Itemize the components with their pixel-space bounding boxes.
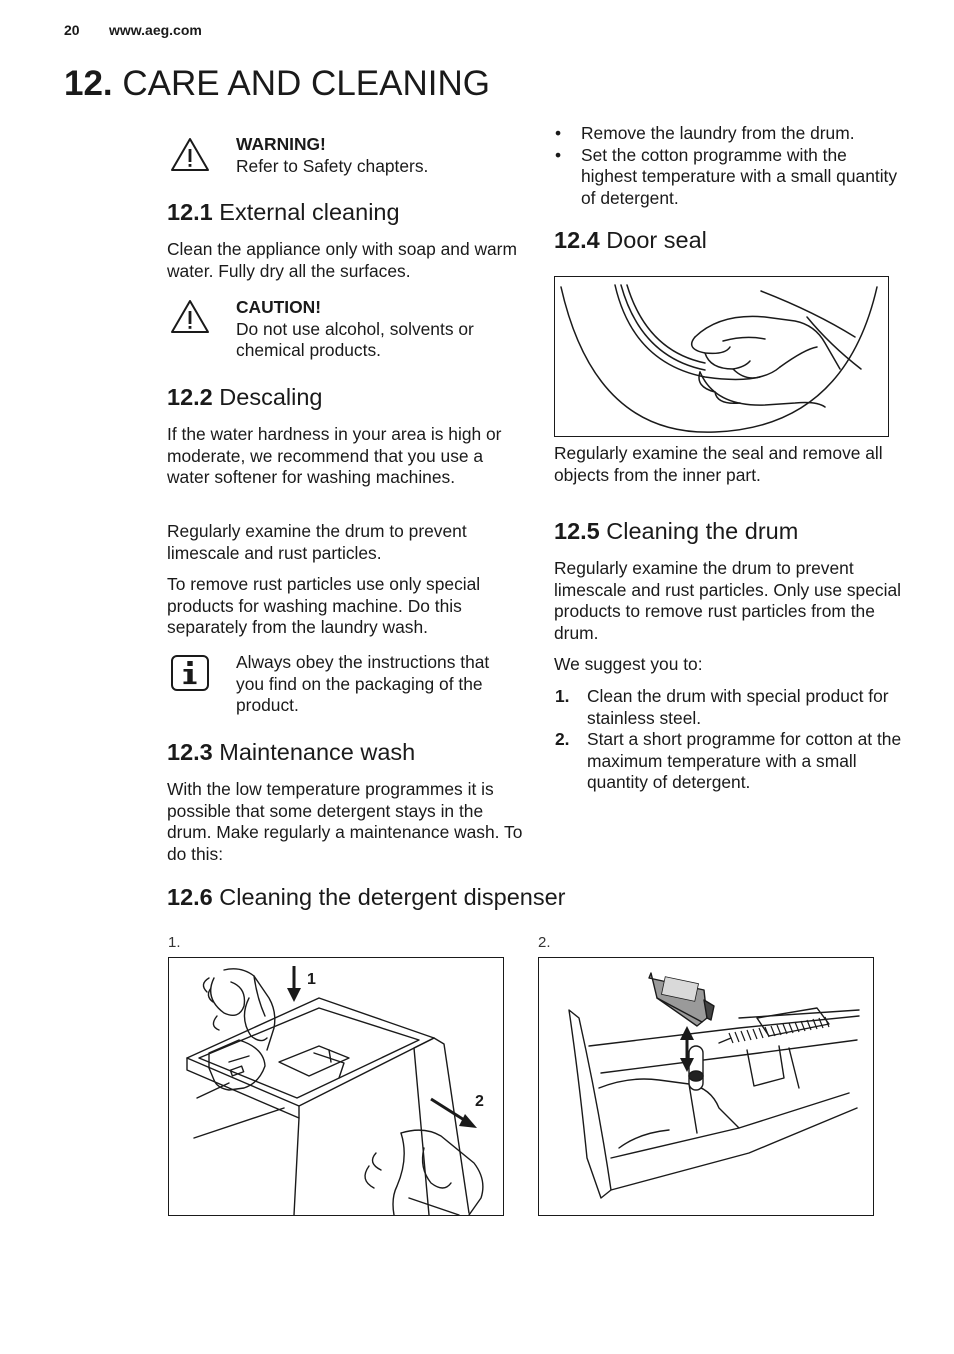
warning-icon [169, 136, 211, 179]
dispenser-insert-drawing [539, 958, 873, 1215]
caution-text: Do not use alcohol, solvents or chemical products. [236, 318, 474, 361]
list-item [555, 729, 915, 794]
section-number: 12.4 [554, 227, 600, 253]
caution-title: CAUTION! [236, 297, 322, 317]
section-title: Maintenance wash [219, 739, 416, 765]
step-number: 2. [555, 729, 570, 750]
descaling-text-2: Regularly examine the drum to prevent limescale and rust particles. [167, 521, 467, 563]
section-title: External cleaning [219, 199, 400, 225]
door-seal-text: Regularly examine the seal and remove all objects from the inner part. [554, 443, 883, 485]
dispenser-figure-1 [168, 957, 504, 1216]
caution-note [236, 297, 494, 362]
warning-title: WARNING! [236, 134, 326, 154]
door-seal-illustration [554, 276, 889, 437]
callout-1: 1 [307, 971, 316, 988]
section-number: 12.2 [167, 384, 213, 410]
external-cleaning-text: Clean the appliance only with soap and warm water. Fully dry all the surfaces. [167, 239, 517, 281]
list-item: • Remove the laundry from the drum. [555, 123, 900, 145]
section-number: 12.3 [167, 739, 213, 765]
maintenance-wash-list [555, 123, 900, 209]
descaling-text-1: If the water hardness in your area is high or moderate, we recommend that you use a water softener for washing machines. [167, 424, 502, 488]
cleaning-drum-text: Regularly examine the drum to prevent limescale and rust particles. Only use special products to remove rust particles from the drum. [554, 558, 901, 643]
section-12-4-heading [554, 227, 707, 254]
chapter-title [64, 64, 490, 104]
figure-2-label: 2. [538, 934, 551, 951]
section-title: Door seal [606, 227, 707, 253]
section-12-3-heading [167, 739, 415, 766]
suggest-text: We suggest you to: [554, 654, 703, 674]
caution-icon [169, 298, 211, 341]
warning-note [236, 134, 526, 177]
page-number: 20 [64, 22, 80, 38]
info-icon [170, 654, 210, 697]
cleaning-drum-steps [555, 686, 915, 794]
section-title: Cleaning the drum [606, 518, 799, 544]
section-12-1-heading [167, 199, 400, 226]
chapter-number: 12. [64, 64, 113, 103]
step-text: Clean the drum with special product for stainless steel. [587, 686, 889, 728]
website-url: www.aeg.com [109, 22, 202, 38]
section-number: 12.5 [554, 518, 600, 544]
section-12-5-heading [554, 518, 798, 545]
dispenser-drawer-drawing [169, 958, 503, 1215]
chapter-title-text: CARE AND CLEANING [122, 64, 490, 103]
info-note-text: Always obey the instructions that you find on the packaging of the product. [236, 652, 490, 716]
door-seal-drawing [555, 277, 888, 436]
list-item: • Set the cotton programme with the highest temperature with a small quantity of detergent. [555, 145, 900, 210]
dispenser-figure-2 [538, 957, 874, 1216]
step-text: Start a short programme for cotton at the maximum temperature with a small quantity of detergent. [587, 729, 902, 793]
figure-1-label: 1. [168, 934, 181, 951]
section-title: Descaling [219, 384, 323, 410]
maintenance-wash-text: With the low temperature programmes it is possible that some detergent stays in the drum. Make regularly a maintenance wash. To do this: [167, 779, 523, 864]
section-12-6-heading [167, 884, 566, 911]
descaling-text-3: To remove rust particles use only special products for washing machine. Do this separately from the laundry wash. [167, 574, 481, 638]
callout-2: 2 [475, 1093, 484, 1110]
warning-text: Refer to Safety chapters. [236, 155, 429, 176]
list-item [555, 686, 915, 729]
section-number: 12.6 [167, 884, 213, 910]
section-number: 12.1 [167, 199, 213, 225]
section-12-2-heading [167, 384, 322, 411]
section-title: Cleaning the detergent dispenser [219, 884, 566, 910]
step-number: 1. [555, 686, 570, 706]
